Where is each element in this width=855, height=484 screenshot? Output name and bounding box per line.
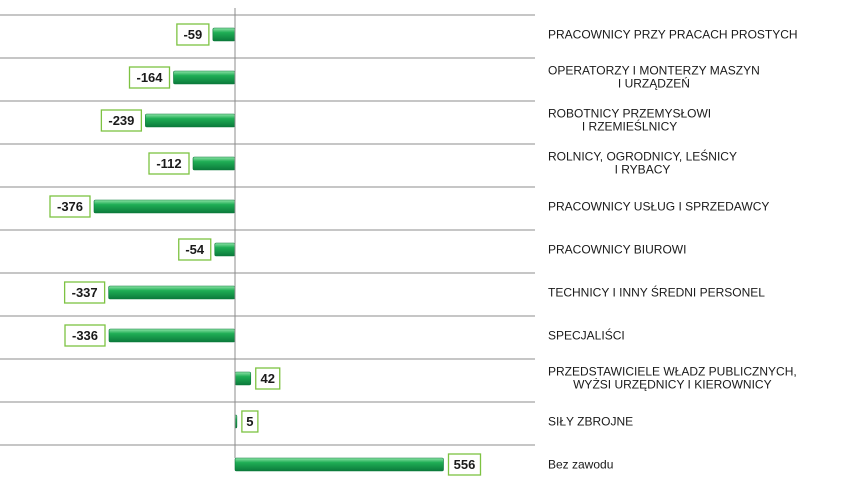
bar [174,71,236,84]
category-label: OPERATORZY I MONTERZY MASZYN [548,63,760,78]
category-label-line2: I RYBACY [614,162,671,177]
category-label: PRACOWNICY BIUROWI [548,242,687,257]
category-label: PRZEDSTAWICIELE WŁADZ PUBLICZNYCH, [548,364,797,379]
bars-group [94,28,444,471]
category-label: ROLNICY, OGRODNICY, LEŚNICY [548,149,737,164]
value-label: -337 [71,285,98,300]
value-label: -376 [56,199,84,214]
bar [235,372,251,385]
bar [215,243,235,256]
category-label: PRACOWNICY PRZY PRACACH PROSTYCH [548,27,798,42]
category-label-line2: WYŻSI URZĘDNICY I KIEROWNICY [573,377,772,392]
bar [235,458,444,471]
bar [193,157,235,170]
value-label: -336 [71,328,99,343]
bar [94,200,235,213]
bar [109,286,235,299]
category-label: SIŁY ZBROJNE [548,414,634,429]
category-label: PRACOWNICY USŁUG I SPRZEDAWCY [548,199,770,214]
bar [213,28,235,41]
category-label: TECHNICY I INNY ŚREDNI PERSONEL [548,285,765,300]
value-label: -112 [156,156,182,171]
category-labels-group [548,28,798,472]
value-label: 5 [246,414,254,429]
category-label: ROBOTNICY PRZEMYSŁOWI [548,106,712,121]
value-label: -59 [183,27,203,42]
category-label: Bez zawodu [548,457,614,472]
category-label-line2: I RZEMIEŚLNICY [581,119,678,134]
value-label: 42 [260,371,275,386]
value-label: -239 [108,113,135,128]
value-label: -164 [136,70,163,85]
bar [109,329,235,342]
value-labels-group [50,24,481,475]
bar [145,114,235,127]
value-label: 556 [453,457,476,472]
category-label-line2: I URZĄDZEŃ [617,76,690,91]
value-label: -54 [185,242,205,257]
category-label: SPECJALIŚCI [548,328,625,343]
